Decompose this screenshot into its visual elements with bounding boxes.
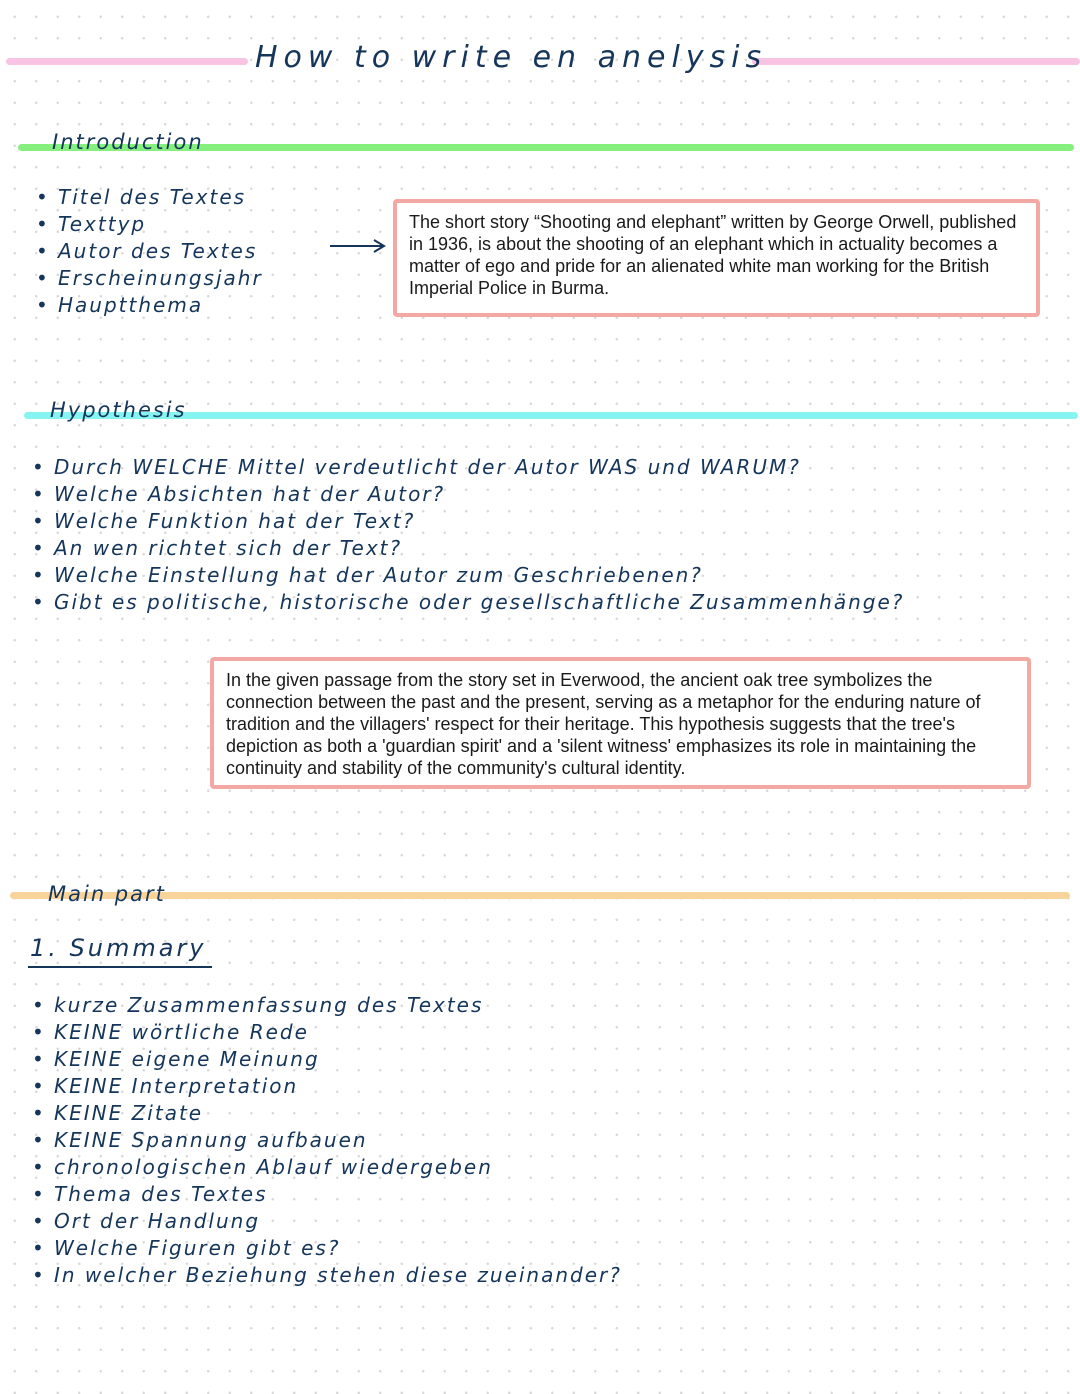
- list-item: • Autor des Textes: [34, 238, 263, 265]
- list-item: • An wen richtet sich der Text?: [30, 535, 904, 562]
- hypothesis-heading: Hypothesis: [50, 398, 187, 422]
- list-item: • In welcher Beziehung stehen diese zueinander?: [30, 1262, 622, 1289]
- introduction-list: [34, 184, 263, 319]
- list-item: • KEINE wörtliche Rede: [30, 1019, 622, 1046]
- page-title: How to write en anelysis: [255, 40, 768, 75]
- list-item: • Welche Figuren gibt es?: [30, 1235, 622, 1262]
- list-item: • KEINE eigene Meinung: [30, 1046, 622, 1073]
- list-item: • Hauptthema: [34, 292, 263, 319]
- list-item: • KEINE Interpretation: [30, 1073, 622, 1100]
- main-part-highlight: [10, 892, 1070, 899]
- list-item: • Titel des Textes: [34, 184, 263, 211]
- summary-underline: [28, 966, 212, 968]
- title-highlight-left: [6, 58, 248, 65]
- introduction-example-box: The short story “Shooting and elephant” written by George Orwell, published in 1936, is about the shooting of an elephant which in actuality becomes a matter of ego and pride for an alienated white man working for the British Imperial Police in Burma.: [393, 199, 1040, 317]
- list-item: • KEINE Zitate: [30, 1100, 622, 1127]
- main-part-heading: Main part: [48, 882, 166, 906]
- list-item: • Erscheinungsjahr: [34, 265, 263, 292]
- list-item: • KEINE Spannung aufbauen: [30, 1127, 622, 1154]
- summary-list: [30, 992, 622, 1289]
- list-item: • Welche Einstellung hat der Autor zum Geschriebenen?: [30, 562, 904, 589]
- hypothesis-list: [30, 454, 904, 616]
- title-highlight-right: [752, 58, 1080, 65]
- list-item: • Gibt es politische, historische oder gesellschaftliche Zusammenhänge?: [30, 589, 904, 616]
- list-item: • Welche Absichten hat der Autor?: [30, 481, 904, 508]
- list-item: • Durch WELCHE Mittel verdeutlicht der Autor WAS und WARUM?: [30, 454, 904, 481]
- summary-heading: 1. Summary: [30, 934, 207, 962]
- list-item: • chronologischen Ablauf wiedergeben: [30, 1154, 622, 1181]
- hypothesis-example-box: In the given passage from the story set in Everwood, the ancient oak tree symbolizes the connection between the past and the present, serving as a metaphor for the enduring nature of tradition and the villagers' respect for their heritage. This hypothesis suggests that the tree's depiction as both a 'guardian spirit' and a 'silent witness' emphasizes its role in maintaining the continuity and stability of the community's cultural identity.: [210, 657, 1031, 789]
- list-item: • Thema des Textes: [30, 1181, 622, 1208]
- list-item: • kurze Zusammenfassung des Textes: [30, 992, 622, 1019]
- arrow-right-icon: [328, 236, 392, 256]
- list-item: • Ort der Handlung: [30, 1208, 622, 1235]
- list-item: • Welche Funktion hat der Text?: [30, 508, 904, 535]
- list-item: • Texttyp: [34, 211, 263, 238]
- introduction-heading: Introduction: [52, 130, 204, 154]
